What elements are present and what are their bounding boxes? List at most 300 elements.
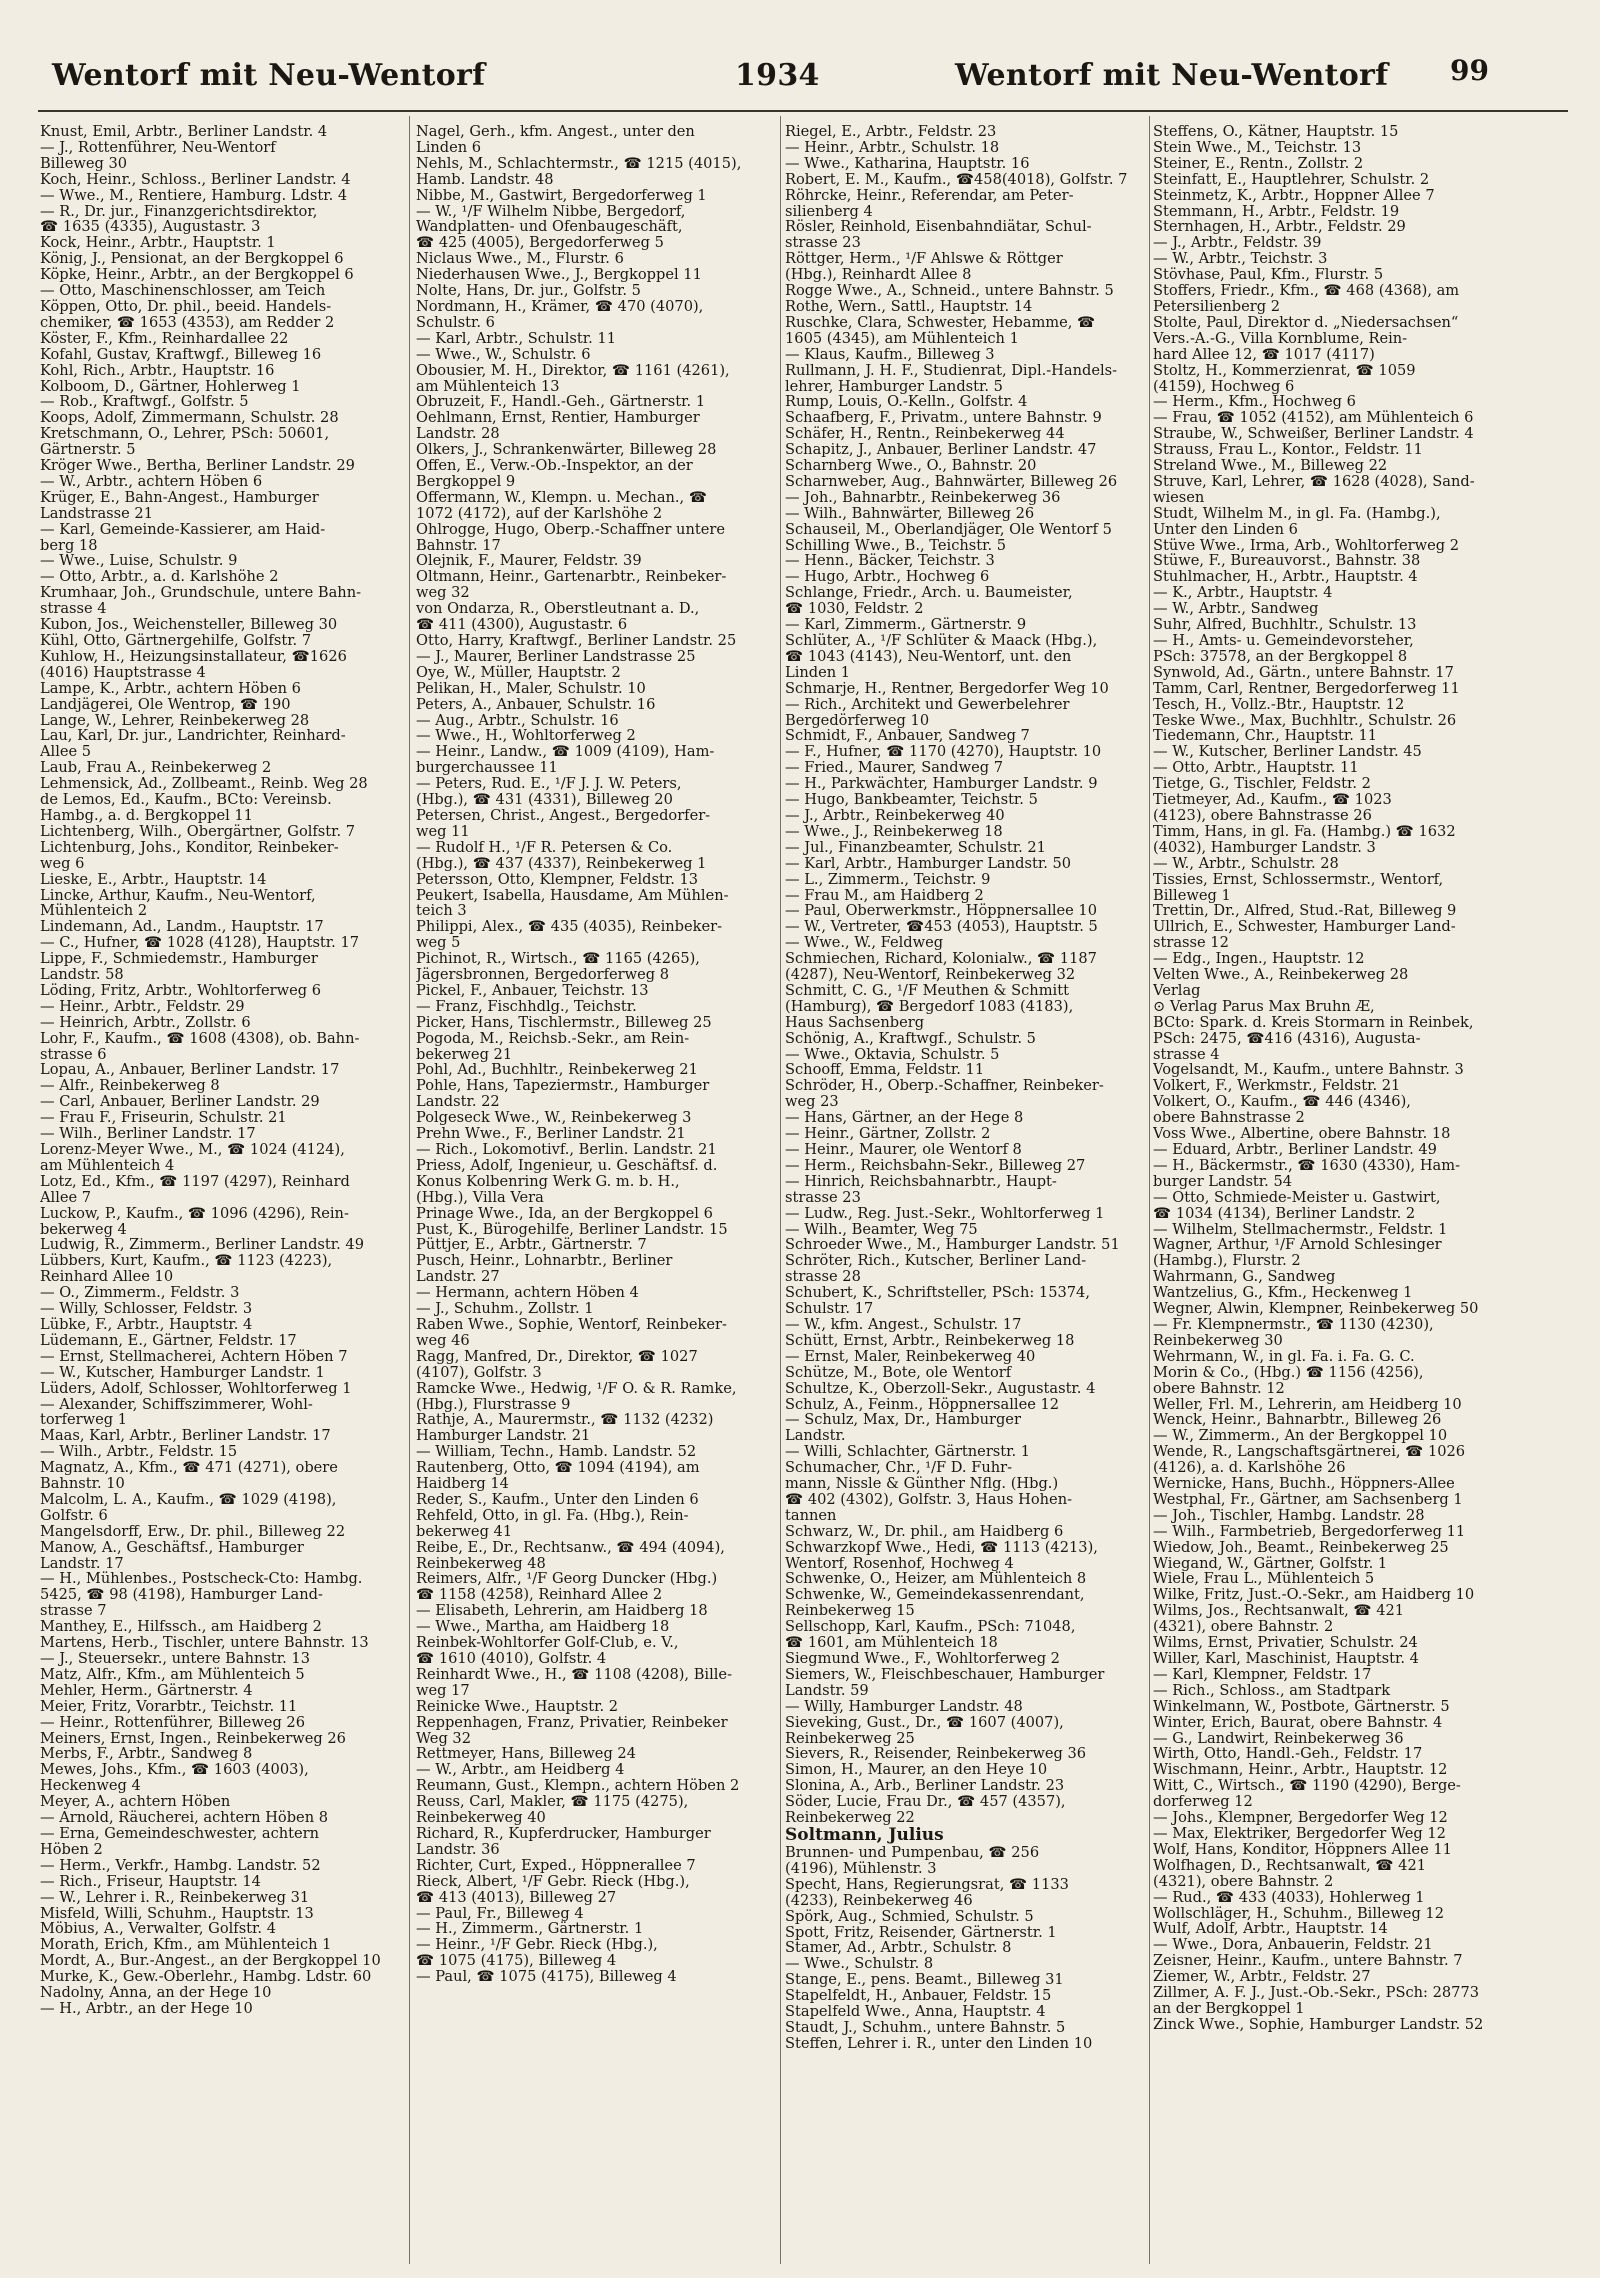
directory-entry-line: Rogge Wwe., A., Schneid., untere Bahnstr. 5 bbox=[785, 283, 1114, 299]
directory-entry-line: Riegel, E., Arbtr., Feldstr. 23 bbox=[785, 124, 997, 140]
directory-entry-line: — Wilhelm, Stellmachermstr., Feldstr. 1 bbox=[1153, 1221, 1448, 1238]
directory-entry-line: Steffens, O., Kätner, Hauptstr. 15 bbox=[1153, 124, 1399, 140]
directory-entry-line: (4321), obere Bahnstr. 2 bbox=[1153, 1619, 1334, 1636]
directory-entry-line: Stoffers, Friedr., Kfm., ☎ 468 (4368), am bbox=[1153, 283, 1460, 299]
directory-entry-line: Konus Kolbenring Werk G. m. b. H., bbox=[416, 1173, 680, 1190]
directory-entry-line: — Heinr., Gärtner, Zollstr. 2 bbox=[785, 1126, 991, 1142]
directory-entry-line: Ziemer, W., Arbtr., Feldstr. 27 bbox=[1153, 1969, 1371, 1986]
directory-entry-line: (Hbg.), ☎ 437 (4337), Reinbekerweg 1 bbox=[416, 855, 707, 872]
directory-entry-line: — J., Rottenführer, Neu-Wentorf bbox=[40, 139, 276, 156]
directory-entry-line: Schulstr. 17 bbox=[785, 1301, 874, 1317]
directory-entry-line: — W., Lehrer i. R., Reinbekerweg 31 bbox=[40, 1889, 310, 1906]
directory-entry-line: — Joh., Tischler, Hambg. Landstr. 28 bbox=[1153, 1507, 1425, 1524]
directory-entry-line: Wiegand, W., Gärtner, Golfstr. 1 bbox=[1153, 1555, 1388, 1572]
directory-entry-line: — Otto, Maschinenschlosser, am Teich bbox=[40, 283, 326, 299]
directory-entry-line: de Lemos, Ed., Kaufm., BCto: Vereinsb. bbox=[40, 792, 332, 808]
directory-entry-line: (Hbg.), Flurstrasse 9 bbox=[416, 1396, 571, 1413]
directory-entry-line: (4126), a. d. Karlshöhe 26 bbox=[1153, 1460, 1346, 1477]
directory-entry-line: — Ludw., Reg. Just.-Sekr., Wohltorferweg 1 bbox=[785, 1205, 1105, 1222]
directory-entry-line: Schwenke, O., Heizer, am Mühlenteich 8 bbox=[785, 1571, 1087, 1588]
directory-entry-line: an der Bergkoppel 1 bbox=[1153, 2000, 1305, 2017]
directory-entry-line: Wehrmann, W., in gl. Fa. i. Fa. G. C. bbox=[1153, 1348, 1415, 1365]
directory-entry-line: hard Allee 12, ☎ 1017 (4117) bbox=[1153, 346, 1375, 363]
directory-entry-line: Reuss, Carl, Makler, ☎ 1175 (4275), bbox=[416, 1794, 689, 1811]
directory-entry-line: (Hambg.), Flurstr. 2 bbox=[1153, 1253, 1301, 1270]
directory-entry-line: Unter den Linden 6 bbox=[1153, 521, 1298, 538]
directory-entry-line: — Willi, Schlachter, Gärtnerstr. 1 bbox=[785, 1444, 1031, 1461]
directory-entry-line: Stolte, Paul, Direktor d. „Niedersachsen“ bbox=[1153, 314, 1459, 331]
directory-entry-line: — Wwe., Martha, am Haidberg 18 bbox=[416, 1619, 670, 1636]
directory-entry-line: ☎ 1635 (4335), Augustastr. 3 bbox=[40, 219, 261, 236]
directory-entry-line: Lopau, A., Anbauer, Berliner Landstr. 17 bbox=[40, 1062, 340, 1079]
directory-entry-line: Wiedow, Joh., Beamt., Reinbekerweg 25 bbox=[1153, 1539, 1449, 1556]
directory-entry-line: Bahnstr. 10 bbox=[40, 1476, 125, 1492]
directory-entry-line: Köster, F., Kfm., Reinhardallee 22 bbox=[40, 330, 289, 347]
directory-entry-line: Röhrcke, Heinr., Referendar, am Peter- bbox=[785, 187, 1074, 204]
directory-entry-line: Lau, Karl, Dr. jur., Landrichter, Reinhard- bbox=[40, 728, 346, 745]
directory-entry-line: torferweg 1 bbox=[40, 1412, 128, 1429]
directory-entry-line: tannen bbox=[785, 1507, 837, 1524]
directory-entry-line: Reinbekerweg 25 bbox=[785, 1730, 915, 1747]
directory-entry-line: Haus Sachsenberg bbox=[785, 1014, 925, 1031]
directory-entry-line: Köpke, Heinr., Arbtr., an der Bergkoppel 6 bbox=[40, 267, 354, 284]
directory-entry-line: Köppen, Otto, Dr. phil., beeid. Handels- bbox=[40, 298, 332, 315]
directory-entry-line: — Alexander, Schiffszimmerer, Wohl- bbox=[40, 1396, 313, 1413]
directory-entry-line: strasse 23 bbox=[785, 1189, 861, 1206]
directory-entry-line: — Jul., Finanzbeamter, Schulstr. 21 bbox=[785, 839, 1046, 856]
directory-entry-line: — W., Arbtr., achtern Höben 6 bbox=[40, 473, 263, 490]
directory-entry-line: Reinhardt Wwe., H., ☎ 1108 (4208), Bille- bbox=[416, 1666, 732, 1683]
directory-entry-line: Tietmeyer, Ad., Kaufm., ☎ 1023 bbox=[1153, 792, 1392, 808]
directory-entry-line: Söder, Lucie, Frau Dr., ☎ 457 (4357), bbox=[785, 1794, 1066, 1811]
directory-entry-line: Laub, Frau A., Reinbekerweg 2 bbox=[40, 760, 272, 777]
directory-entry-line: Scharnweber, Aug., Bahnwärter, Billeweg 26 bbox=[785, 473, 1118, 490]
directory-entry-line: strasse 28 bbox=[785, 1269, 861, 1286]
directory-entry-line: Otto, Harry, Kraftwgf., Berliner Landstr. 25 bbox=[416, 633, 737, 649]
directory-entry-line: Rathje, A., Maurermstr., ☎ 1132 (4232) bbox=[416, 1412, 714, 1429]
directory-entry-line: Offermann, W., Klempn. u. Mechan., ☎ bbox=[416, 489, 708, 506]
directory-entry-line: Stövhase, Paul, Kfm., Flurstr. 5 bbox=[1153, 267, 1384, 284]
directory-entry-line: BCto: Spark. d. Kreis Stormarn in Reinbek, bbox=[1153, 1014, 1474, 1031]
directory-entry-line: Ramcke Wwe., Hedwig, ¹/F O. & R. Ramke, bbox=[416, 1380, 737, 1397]
directory-entry-line: Lange, W., Lehrer, Reinbekerweg 28 bbox=[40, 712, 310, 729]
directory-entry-line: Krumhaar, Joh., Grundschule, untere Bahn- bbox=[40, 585, 362, 602]
directory-entry-line: — Wilh., Bahnwärter, Billeweg 26 bbox=[785, 505, 1035, 522]
directory-entry-line: — Heinr., Maurer, ole Wentorf 8 bbox=[785, 1142, 1022, 1158]
directory-entry-line: Sievers, R., Reisender, Reinbekerweg 36 bbox=[785, 1746, 1087, 1763]
directory-entry-line: — J., Arbtr., Reinbekerweg 40 bbox=[785, 807, 1005, 824]
directory-entry-line: — Peters, Rud. E., ¹/F J. J. W. Peters, bbox=[416, 776, 682, 793]
directory-entry-line: — Fried., Maurer, Sandweg 7 bbox=[785, 760, 1004, 777]
directory-entry-line: Hamb. Landstr. 48 bbox=[416, 171, 554, 188]
directory-entry-line: — Karl, Zimmerm., Gärtnerstr. 9 bbox=[785, 617, 1027, 633]
directory-entry-line: Schmitt, C. G., ¹/F Meuthen & Schmitt bbox=[785, 982, 1069, 999]
directory-entry-line: König, J., Pensionat, an der Bergkoppel 6 bbox=[40, 251, 344, 268]
directory-entry-line: — Wilh., Berliner Landstr. 17 bbox=[40, 1126, 256, 1142]
directory-entry-line: Steiner, E., Rentn., Zollstr. 2 bbox=[1153, 155, 1364, 172]
directory-entry-line: Soltmann, Julius bbox=[785, 1825, 944, 1845]
directory-entry-line: Trettin, Dr., Alfred, Stud.-Rat, Billeweg 9 bbox=[1153, 903, 1457, 920]
directory-entry-line: weg 23 bbox=[785, 1094, 839, 1111]
directory-entry-line: — Rudolf H., ¹/F R. Petersen & Co. bbox=[416, 839, 673, 856]
directory-entry-line: Tiedemann, Chr., Hauptstr. 11 bbox=[1153, 728, 1378, 745]
directory-entry-line: — Rich., Schloss., am Stadtpark bbox=[1153, 1682, 1391, 1699]
directory-entry-line: Prehn Wwe., F., Berliner Landstr. 21 bbox=[416, 1126, 686, 1142]
directory-entry-line: — R., Dr. jur., Finanzgerichtsdirektor, bbox=[40, 203, 318, 220]
directory-entry-line: Sellschopp, Karl, Kaufm., PSch: 71048, bbox=[785, 1619, 1076, 1636]
directory-entry-line: Polgeseck Wwe., W., Reinbekerweg 3 bbox=[416, 1110, 692, 1127]
directory-entry-line: Schwarzkopf Wwe., Hedi, ☎ 1113 (4213), bbox=[785, 1539, 1098, 1556]
directory-entry-line: — Karl, Arbtr., Schulstr. 11 bbox=[416, 330, 616, 347]
directory-entry-line: Schlange, Friedr., Arch. u. Baumeister, bbox=[785, 585, 1073, 602]
directory-entry-line: — W., Vertreter, ☎453 (4053), Hauptstr. 5 bbox=[785, 919, 1098, 936]
directory-entry-line: obere Bahnstrasse 2 bbox=[1153, 1110, 1305, 1127]
directory-entry-line: — Heinr., Arbtr., Schulstr. 18 bbox=[785, 139, 1000, 156]
directory-entry-line: berg 18 bbox=[40, 537, 98, 554]
directory-entry-line: Rump, Louis, O.-Kelln., Golfstr. 4 bbox=[785, 394, 1028, 411]
directory-entry-line: Steinmetz, K., Arbtr., Hoppner Allee 7 bbox=[1153, 187, 1435, 204]
directory-entry-line: Meiners, Ernst, Ingen., Reinbekerweg 26 bbox=[40, 1730, 346, 1747]
directory-entry-line: Rettmeyer, Hans, Billeweg 24 bbox=[416, 1746, 636, 1763]
directory-entry-line: lehrer, Hamburger Landstr. 5 bbox=[785, 378, 1003, 395]
directory-entry-line: — Henn., Bäcker, Teichstr. 3 bbox=[785, 553, 995, 570]
directory-entry-line: Weg 32 bbox=[416, 1730, 471, 1747]
directory-entry-line: teich 3 bbox=[416, 903, 467, 920]
directory-entry-line: (4123), obere Bahnstrasse 26 bbox=[1153, 807, 1372, 824]
directory-entry-line: mann, Nissle & Günther Nflg. (Hbg.) bbox=[785, 1476, 1059, 1492]
directory-entry-line: — J., Arbtr., Feldstr. 39 bbox=[1153, 235, 1322, 252]
directory-entry-line: Krüger, E., Bahn-Angest., Hamburger bbox=[40, 489, 319, 506]
directory-entry-line: — Rob., Kraftwgf., Golfstr. 5 bbox=[40, 394, 249, 411]
directory-entry-line: Kolboom, D., Gärtner, Hohlerweg 1 bbox=[40, 378, 301, 395]
directory-entry-line: Ullrich, E., Schwester, Hamburger Land- bbox=[1153, 919, 1456, 936]
directory-entry-line: Rautenberg, Otto, ☎ 1094 (4194), am bbox=[416, 1460, 700, 1477]
directory-entry-line: — Otto, Schmiede-Meister u. Gastwirt, bbox=[1153, 1189, 1441, 1206]
directory-entry-line: — Carl, Anbauer, Berliner Landstr. 29 bbox=[40, 1094, 320, 1111]
directory-entry-line: — Frau, ☎ 1052 (4152), am Mühlenteich 6 bbox=[1153, 410, 1474, 427]
directory-entry-line: — William, Techn., Hamb. Landstr. 52 bbox=[416, 1444, 697, 1461]
directory-entry-line: Schönig, A., Kraftwgf., Schulstr. 5 bbox=[785, 1030, 1036, 1047]
directory-entry-line: Willer, Karl, Maschinist, Hauptstr. 4 bbox=[1153, 1651, 1419, 1667]
directory-entry-line: — Wwe., H., Wohltorferweg 2 bbox=[416, 728, 636, 745]
directory-entry-line: Jägersbronnen, Bergedorferweg 8 bbox=[416, 967, 670, 983]
directory-entry-line: Hambg., a. d. Bergkoppel 11 bbox=[40, 807, 253, 824]
directory-entry-line: Stüwe, F., Bureauvorst., Bahnstr. 38 bbox=[1153, 553, 1421, 570]
directory-entry-line: — Herm., Reichsbahn-Sekr., Billeweg 27 bbox=[785, 1157, 1086, 1174]
directory-entry-line: (4016) Hauptstrasse 4 bbox=[40, 664, 206, 681]
directory-entry-line: Mordt, A., Bur.-Angest., an der Bergkoppel 10 bbox=[40, 1953, 381, 1970]
directory-entry-line: Reumann, Gust., Klempn., achtern Höben 2 bbox=[416, 1778, 740, 1795]
directory-entry-line: — Ernst, Stellmacherei, Achtern Höben 7 bbox=[40, 1348, 348, 1365]
directory-entry-line: Rehfeld, Otto, in gl. Fa. (Hbg.), Rein- bbox=[416, 1507, 689, 1524]
directory-entry-line: ☎ 413 (4013), Billeweg 27 bbox=[416, 1889, 617, 1906]
directory-entry-line: — Klaus, Kaufm., Billeweg 3 bbox=[785, 346, 995, 363]
directory-entry-line: Koops, Adolf, Zimmermann, Schulstr. 28 bbox=[40, 410, 339, 427]
directory-entry-line: — W., Kutscher, Berliner Landstr. 45 bbox=[1153, 744, 1422, 761]
directory-entry-line: Meyer, A., achtern Höben bbox=[40, 1794, 231, 1811]
directory-entry-line: Stein Wwe., M., Teichstr. 13 bbox=[1153, 139, 1362, 156]
directory-entry-line: Morath, Erich, Kfm., am Mühlenteich 1 bbox=[40, 1937, 332, 1954]
directory-entry-line: Reder, S., Kaufm., Unter den Linden 6 bbox=[416, 1491, 699, 1508]
directory-entry-line: burgerchaussee 11 bbox=[416, 760, 558, 777]
directory-entry-line: Weller, Frl. M., Lehrerin, am Heidberg 10 bbox=[1153, 1396, 1462, 1413]
directory-entry-line: — Hinrich, Reichsbahnarbtr., Haupt- bbox=[785, 1173, 1057, 1190]
directory-entry-line: Rullmann, J. H. F., Studienrat, Dipl.-Handels- bbox=[785, 362, 1118, 379]
directory-entry-line: — Alfr., Reinbekerweg 8 bbox=[40, 1078, 220, 1095]
directory-entry-line: — Wwe., W., Feldweg bbox=[785, 935, 944, 952]
directory-entry-line: — Wwe., Schulstr. 8 bbox=[785, 1956, 934, 1973]
directory-entry-line: Pelikan, H., Maler, Schulstr. 10 bbox=[416, 680, 646, 697]
directory-entry-line: weg 17 bbox=[416, 1682, 470, 1699]
directory-entry-line: — Joh., Bahnarbtr., Reinbekerweg 36 bbox=[785, 489, 1061, 506]
directory-entry-line: Kröger Wwe., Bertha, Berliner Landstr. 29 bbox=[40, 458, 355, 474]
directory-entry-line: Vogelsandt, M., Kaufm., untere Bahnstr. 3 bbox=[1153, 1062, 1464, 1079]
directory-entry-line: Kühl, Otto, Gärtnergehilfe, Golfstr. 7 bbox=[40, 633, 312, 649]
directory-entry-line: Specht, Hans, Regierungsrat, ☎ 1133 bbox=[785, 1876, 1069, 1893]
directory-entry-line: — Wilh., Arbtr., Feldstr. 15 bbox=[40, 1444, 238, 1461]
directory-entry-line: Pust, K., Bürogehilfe, Berliner Landstr. 15 bbox=[416, 1221, 728, 1238]
directory-entry-line: weg 5 bbox=[416, 935, 461, 952]
directory-entry-line: Tietge, G., Tischler, Feldstr. 2 bbox=[1153, 776, 1371, 793]
directory-entry-line: Wiele, Frau L., Mühlenteich 5 bbox=[1153, 1571, 1375, 1588]
directory-entry-line: PSch: 37578, an der Bergkoppel 8 bbox=[1153, 648, 1408, 665]
directory-entry-line: Kohl, Rich., Arbtr., Hauptstr. 16 bbox=[40, 362, 275, 379]
directory-entry-line: Koch, Heinr., Schloss., Berliner Landstr. 4 bbox=[40, 171, 351, 188]
directory-entry-line: Lincke, Arthur, Kaufm., Neu-Wentorf, bbox=[40, 887, 316, 904]
directory-entry-line: Wilke, Fritz, Just.-O.-Sekr., am Haidberg 10 bbox=[1153, 1587, 1475, 1604]
directory-entry-line: Bergkoppel 9 bbox=[416, 473, 516, 490]
directory-entry-line: Nehls, M., Schlachtermstr., ☎ 1215 (4015), bbox=[416, 155, 742, 172]
directory-entry-line: — Frau M., am Haidberg 2 bbox=[785, 887, 984, 904]
directory-entry-line: Misfeld, Willi, Schuhm., Hauptstr. 13 bbox=[40, 1905, 314, 1922]
directory-entry-line: Niederhausen Wwe., J., Bergkoppel 11 bbox=[416, 267, 702, 284]
directory-entry-line: (Hbg.), Villa Vera bbox=[416, 1189, 544, 1206]
directory-entry-line: Lehmensick, Ad., Zollbeamt., Reinb. Weg 28 bbox=[40, 776, 368, 793]
directory-entry-line: — Willy, Schlosser, Feldstr. 3 bbox=[40, 1301, 253, 1317]
directory-entry-line: Schwenke, W., Gemeindekassenrendant, bbox=[785, 1587, 1085, 1604]
directory-entry-line: — Paul, ☎ 1075 (4175), Billeweg 4 bbox=[416, 1969, 677, 1986]
directory-entry-line: Landstr. 36 bbox=[416, 1841, 500, 1858]
directory-entry-line: (Hbg.), Reinhardt Allee 8 bbox=[785, 267, 972, 284]
directory-entry-line: — Herm., Kfm., Hochweg 6 bbox=[1153, 394, 1356, 411]
directory-entry-line: Landstr. bbox=[785, 1428, 846, 1445]
directory-entry-line: Verlag bbox=[1153, 982, 1201, 999]
directory-entry-line: — Paul, Fr., Billeweg 4 bbox=[416, 1905, 584, 1922]
directory-entry-line: Philippi, Alex., ☎ 435 (4035), Reinbeker- bbox=[416, 919, 723, 936]
directory-entry-line: Schröter, Rich., Kutscher, Berliner Land- bbox=[785, 1253, 1087, 1270]
directory-entry-line: ☎ 1075 (4175), Billeweg 4 bbox=[416, 1953, 617, 1970]
directory-entry-line: Raben Wwe., Sophie, Wentorf, Reinbeker- bbox=[416, 1316, 727, 1333]
directory-entry-line: Linden 6 bbox=[416, 139, 482, 156]
directory-entry-line: — Karl, Gemeinde-Kassierer, am Haid- bbox=[40, 521, 326, 538]
page-header bbox=[0, 0, 1600, 120]
directory-entry-line: Spörk, Aug., Schmied, Schulstr. 5 bbox=[785, 1908, 1034, 1925]
directory-entry-line: ☎ 1610 (4010), Golfstr. 4 bbox=[416, 1651, 607, 1667]
directory-entry-line: dorferweg 12 bbox=[1153, 1794, 1253, 1811]
directory-entry-line: Stoltz, H., Kommerzienrat, ☎ 1059 bbox=[1153, 362, 1416, 379]
directory-entry-line: — Schulz, Max, Dr., Hamburger bbox=[785, 1412, 1021, 1429]
directory-entry-line: — Otto, Arbtr., a. d. Karlshöhe 2 bbox=[40, 569, 279, 586]
directory-entry-line: Löding, Fritz, Arbtr., Wohltorferweg 6 bbox=[40, 982, 322, 999]
directory-entry-line: — W., Arbtr., Teichstr. 3 bbox=[1153, 251, 1328, 268]
directory-entry-line: Kubon, Jos., Weichensteller, Billeweg 30 bbox=[40, 617, 338, 633]
directory-entry-line: — W., Arbtr., Sandweg bbox=[1153, 601, 1319, 618]
directory-entry-line: bekerweg 41 bbox=[416, 1523, 513, 1540]
directory-entry-line: Morin & Co., (Hbg.) ☎ 1156 (4256), bbox=[1153, 1364, 1424, 1381]
directory-entry-line: Stemmann, H., Arbtr., Feldstr. 19 bbox=[1153, 203, 1400, 220]
directory-entry-line: Brunnen- und Pumpenbau, ☎ 256 bbox=[785, 1844, 1040, 1861]
directory-entry-line: Wollschläger, H., Schuhm., Billeweg 12 bbox=[1153, 1905, 1444, 1922]
directory-entry-line: Stapelfeldt, H., Anbauer, Feldstr. 15 bbox=[785, 1988, 1052, 2005]
directory-entry-line: — Max, Elektriker, Bergedorfer Weg 12 bbox=[1153, 1825, 1446, 1842]
directory-entry-line: Knust, Emil, Arbtr., Berliner Landstr. 4 bbox=[40, 124, 328, 140]
directory-entry-line: Billeweg 1 bbox=[1153, 887, 1231, 904]
directory-entry-line: Höben 2 bbox=[40, 1841, 103, 1858]
column-divider bbox=[409, 116, 410, 2264]
directory-entry-line: Hamburger Landstr. 21 bbox=[416, 1428, 591, 1445]
directory-entry-line: Voss Wwe., Albertine, obere Bahnstr. 18 bbox=[1153, 1126, 1451, 1142]
directory-entry-line: Pohl, Ad., Buchhltr., Reinbekerweg 21 bbox=[416, 1062, 698, 1079]
directory-entry-line: — J., Steuersekr., untere Bahnstr. 13 bbox=[40, 1651, 310, 1667]
directory-column-2 bbox=[416, 124, 777, 2264]
directory-entry-line: Wolfhagen, D., Rechtsanwalt, ☎ 421 bbox=[1153, 1857, 1427, 1874]
directory-entry-line: Landstr. 27 bbox=[416, 1269, 500, 1286]
directory-entry-line: Landstr. 22 bbox=[416, 1094, 500, 1111]
directory-entry-line: strasse 12 bbox=[1153, 935, 1229, 952]
directory-entry-line: ☎ 402 (4302), Golfstr. 3, Haus Hohen- bbox=[785, 1491, 1073, 1508]
directory-entry-line: Obousier, M. H., Direktor, ☎ 1161 (4261), bbox=[416, 362, 730, 379]
directory-entry-line: Spott, Fritz, Reisender, Gärtnerstr. 1 bbox=[785, 1924, 1057, 1941]
directory-entry-line: Schaafberg, F., Privatm., untere Bahnstr. 9 bbox=[785, 410, 1102, 427]
directory-entry-line: Schapitz, J., Anbauer, Berliner Landstr. 47 bbox=[785, 442, 1097, 459]
directory-entry-line: — C., Hufner, ☎ 1028 (4128), Hauptstr. 17 bbox=[40, 935, 360, 952]
directory-entry-line: Murke, K., Gew.-Oberlehr., Hambg. Ldstr. 60 bbox=[40, 1969, 372, 1986]
directory-entry-line: Rösler, Reinhold, Eisenbahndiätar, Schul- bbox=[785, 219, 1092, 236]
directory-entry-line: (4196), Mühlenstr. 3 bbox=[785, 1860, 937, 1877]
directory-entry-line: — Hugo, Arbtr., Hochweg 6 bbox=[785, 569, 990, 586]
directory-entry-line: (Hbg.), ☎ 431 (4331), Billeweg 20 bbox=[416, 792, 673, 808]
directory-entry-line: Richard, R., Kupferdrucker, Hamburger bbox=[416, 1825, 711, 1842]
column-divider bbox=[1149, 116, 1150, 2264]
directory-entry-line: Simon, H., Maurer, an den Heye 10 bbox=[785, 1762, 1048, 1779]
directory-entry-line: — F., Hufner, ☎ 1170 (4270), Hauptstr. 10 bbox=[785, 744, 1102, 761]
directory-entry-line: Picker, Hans, Tischlermstr., Billeweg 25 bbox=[416, 1014, 712, 1031]
directory-entry-line: — Wwe., Luise, Schulstr. 9 bbox=[40, 553, 238, 570]
directory-entry-line: Ludwig, R., Zimmerm., Berliner Landstr. 49 bbox=[40, 1237, 364, 1254]
directory-entry-line: Lübke, F., Arbtr., Hauptstr. 4 bbox=[40, 1316, 253, 1333]
directory-entry-line: Kock, Heinr., Arbtr., Hauptstr. 1 bbox=[40, 235, 276, 252]
directory-entry-line: Rothe, Wern., Sattl., Hauptstr. 14 bbox=[785, 298, 1033, 315]
directory-entry-line: — Wilh., Beamter, Weg 75 bbox=[785, 1221, 978, 1238]
directory-entry-line: — Rich., Friseur, Hauptstr. 14 bbox=[40, 1873, 261, 1890]
directory-entry-line: Schulstr. 6 bbox=[416, 314, 495, 331]
directory-entry-line: Strauss, Frau L., Kontor., Feldstr. 11 bbox=[1153, 442, 1423, 459]
header-year: 1934 bbox=[735, 58, 820, 93]
directory-entry-line: Siemers, W., Fleischbeschauer, Hamburger bbox=[785, 1666, 1105, 1683]
directory-entry-line: Allee 7 bbox=[40, 1189, 92, 1206]
directory-entry-line: Ölkers, J., Schrankenwärter, Billeweg 28 bbox=[416, 442, 717, 459]
directory-entry-line: Zinck Wwe., Sophie, Hamburger Landstr. 52 bbox=[1153, 2016, 1484, 2033]
directory-entry-line: — Frau F., Friseurin, Schulstr. 21 bbox=[40, 1110, 287, 1127]
directory-entry-line: — Wwe., Dora, Anbauerin, Feldstr. 21 bbox=[1153, 1937, 1433, 1954]
directory-entry-line: chemiker, ☎ 1653 (4353), am Redder 2 bbox=[40, 314, 335, 331]
directory-entry-line: Volkert, O., Kaufm., ☎ 446 (4346), bbox=[1153, 1094, 1411, 1111]
directory-entry-line: Möbius, A., Verwalter, Golfstr. 4 bbox=[40, 1921, 276, 1938]
directory-entry-line: Straube, W., Schweißer, Berliner Landstr. 4 bbox=[1153, 426, 1474, 443]
directory-entry-line: Zeisner, Heinr., Kaufm., untere Bahnstr. 7 bbox=[1153, 1953, 1463, 1970]
directory-entry-line: Winter, Erich, Baurat, obere Bahnstr. 4 bbox=[1153, 1714, 1443, 1731]
directory-entry-line: — W., ¹/F Wilhelm Nibbe, Bergedorf, bbox=[416, 203, 686, 220]
directory-entry-line: Zillmer, A. F. J., Just.-Ob.-Sekr., PSch: 28773 bbox=[1153, 1985, 1480, 2001]
directory-entry-line: Reinbekerweg 48 bbox=[416, 1555, 546, 1572]
directory-entry-line: Schütt, Ernst, Arbtr., Reinbekerweg 18 bbox=[785, 1332, 1075, 1349]
directory-entry-line: Oehlmann, Ernst, Rentier, Hamburger bbox=[416, 410, 700, 427]
directory-entry-line: Malcolm, L. A., Kaufm., ☎ 1029 (4198), bbox=[40, 1491, 337, 1508]
directory-entry-line: 5425, ☎ 98 (4198), Hamburger Land- bbox=[40, 1587, 323, 1604]
directory-entry-line: Schulz, A., Feinm., Höppnersallee 12 bbox=[785, 1396, 1060, 1413]
directory-entry-line: Schooff, Emma, Feldstr. 11 bbox=[785, 1062, 985, 1079]
directory-entry-line: weg 46 bbox=[416, 1332, 470, 1349]
directory-entry-line: Wischmann, Heinr., Arbtr., Hauptstr. 12 bbox=[1153, 1762, 1448, 1779]
directory-entry-line: 1072 (4172), auf der Karlshöhe 2 bbox=[416, 505, 663, 522]
directory-entry-line: silienberg 4 bbox=[785, 203, 873, 220]
directory-entry-line: Niclaus Wwe., M., Flurstr. 6 bbox=[416, 251, 624, 268]
directory-entry-line: wiesen bbox=[1153, 489, 1205, 506]
directory-entry-line: Reibe, E., Dr., Rechtsanw., ☎ 494 (4094), bbox=[416, 1539, 725, 1556]
directory-entry-line: Schmarje, H., Rentner, Bergedorfer Weg 10 bbox=[785, 680, 1109, 697]
directory-entry-line: Lüdemann, E., Gärtner, Feldstr. 17 bbox=[40, 1332, 297, 1349]
directory-entry-line: — Eduard, Arbtr., Berliner Landstr. 49 bbox=[1153, 1142, 1437, 1158]
directory-entry-line: — Wwe., J., Reinbekerweg 18 bbox=[785, 823, 1003, 840]
directory-entry-line: (4107), Golfstr. 3 bbox=[416, 1364, 542, 1381]
directory-entry-line: Luckow, P., Kaufm., ☎ 1096 (4296), Rein- bbox=[40, 1205, 349, 1222]
directory-entry-line: Magnatz, A., Kfm., ☎ 471 (4271), obere bbox=[40, 1460, 338, 1477]
directory-entry-line: — Johs., Klempner, Bergedorfer Weg 12 bbox=[1153, 1810, 1448, 1826]
directory-entry-line: Nordmann, H., Krämer, ☎ 470 (4070), bbox=[416, 298, 704, 315]
directory-entry-line: Petersson, Otto, Klempner, Feldstr. 13 bbox=[416, 871, 699, 888]
directory-entry-line: Lippe, F., Schmiedemstr., Hamburger bbox=[40, 951, 318, 968]
directory-entry-line: Stange, E., pens. Beamt., Billeweg 31 bbox=[785, 1972, 1064, 1989]
directory-entry-line: Wernicke, Hans, Buchh., Höppners-Allee bbox=[1153, 1476, 1455, 1492]
directory-entry-line: — Wwe., W., Schulstr. 6 bbox=[416, 346, 591, 363]
directory-entry-line: Lorenz-Meyer Wwe., M., ☎ 1024 (4124), bbox=[40, 1142, 345, 1158]
directory-entry-line: Wagner, Arthur, ¹/F Arnold Schlesinger bbox=[1153, 1237, 1442, 1254]
directory-entry-line: Tissies, Ernst, Schlossermstr., Wentorf, bbox=[1153, 871, 1444, 888]
directory-entry-line: Stüve Wwe., Irma, Arb., Wohltorferweg 2 bbox=[1153, 537, 1460, 554]
directory-entry-line: Bahnstr. 17 bbox=[416, 537, 501, 554]
directory-entry-line: Schubert, K., Schriftsteller, PSch: 15374, bbox=[785, 1285, 1090, 1302]
directory-entry-line: Mangelsdorff, Erw., Dr. phil., Billeweg 22 bbox=[40, 1523, 346, 1540]
directory-entry-line: Wende, R., Langschaftsgärtnerei, ☎ 1026 bbox=[1153, 1444, 1466, 1461]
directory-entry-line: — Franz, Fischhdlg., Teichstr. bbox=[416, 998, 637, 1015]
directory-entry-line: Lohr, F., Kaufm., ☎ 1608 (4308), ob. Bahn- bbox=[40, 1030, 360, 1047]
directory-entry-line: — Wwe., Oktavia, Schulstr. 5 bbox=[785, 1046, 1000, 1063]
directory-entry-line: Prinage Wwe., Ida, an der Bergkoppel 6 bbox=[416, 1205, 713, 1222]
directory-entry-line: Landstr. 59 bbox=[785, 1682, 869, 1699]
directory-entry-line: — Arnold, Räucherei, achtern Höben 8 bbox=[40, 1810, 329, 1826]
directory-entry-line: — Erna, Gemeindeschwester, achtern bbox=[40, 1825, 320, 1842]
directory-entry-line: ☎ 1034 (4134), Berliner Landstr. 2 bbox=[1153, 1205, 1416, 1222]
directory-entry-line: — W., kfm. Angest., Schulstr. 17 bbox=[785, 1316, 1022, 1333]
directory-entry-line: — Paul, Oberwerkmstr., Höppnersallee 10 bbox=[785, 903, 1098, 920]
directory-entry-line: Suhr, Alfred, Buchhltr., Schulstr. 13 bbox=[1153, 617, 1417, 633]
directory-entry-line: Tesch, H., Vollz.-Btr., Hauptstr. 12 bbox=[1153, 696, 1405, 713]
directory-entry-line: ☎ 425 (4005), Bergedorferweg 5 bbox=[416, 235, 664, 252]
directory-entry-line: (4321), obere Bahnstr. 2 bbox=[1153, 1873, 1334, 1890]
directory-entry-line: bekerweg 4 bbox=[40, 1221, 127, 1238]
directory-entry-line: Linden 1 bbox=[785, 664, 851, 681]
directory-entry-line: Oltmann, Heinr., Gartenarbtr., Reinbeker- bbox=[416, 569, 727, 586]
